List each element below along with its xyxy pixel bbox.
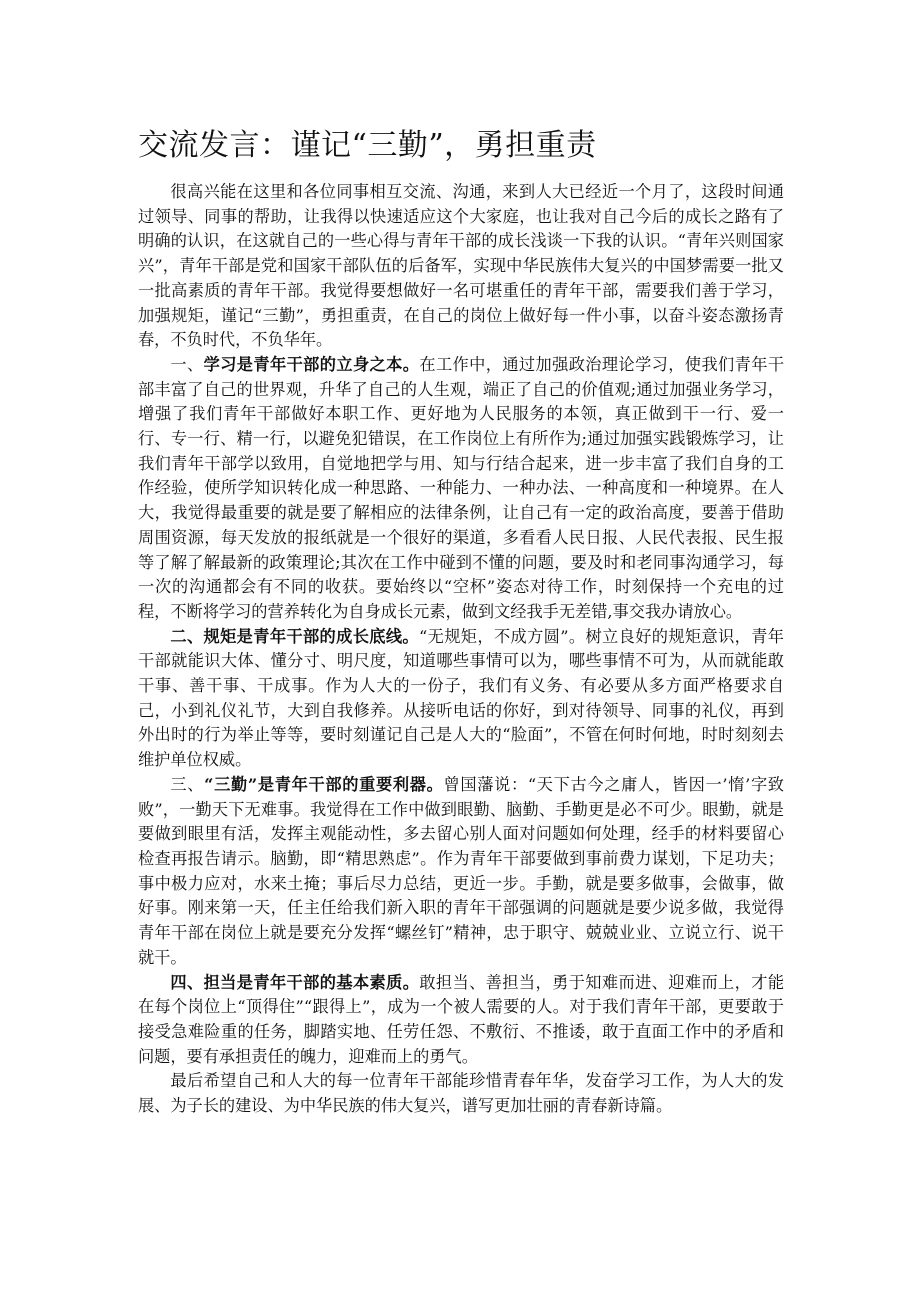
intro-text: 很高兴能在这里和各位同事相互交流、沟通，来到人大已经近一个月了，这段时间通过领导、同事的帮助，让我得以快速适应这个大家庭，也让我对自己今后的成长之路有了明确的认识，在这就自己的一些心得与青年干部的成长浅谈一下我的认识。“青年兴则国家兴”，青年干部是党和国家干部队伍的后备军，实现中华民族伟大复兴的中国梦需要一批又一批高素质的青年干部。我觉得要想做好一名可堪重任的青年干部，需要我们善于学习，加强规矩，谨记“三勤”，勇担重责，在自己的岗位上做好每一件小事，以奋斗姿态激扬青春，不负时代，不负华年。 [138, 182, 784, 350]
section-3-number: 三、 [170, 774, 205, 794]
intro-paragraph [138, 180, 784, 353]
section-3-paragraph [138, 773, 784, 971]
section-3-heading: “三勤”是青年干部的重要利器。 [204, 774, 444, 794]
section-1-text: 在工作中，通过加强政治理论学习，使我们青年干部丰富了自己的世界观，升华了自己的人生观，端正了自己的价值观;通过加强业务学习，增强了我们青年干部做好本职工作、更好地为人民服务的本领，真正做到干一行、爱一行、专一行、精一行，以避免犯错误，在工作岗位上有所作为;通过加强实践锻炼学习，让我们青年干部学以致用，自觉地把学与用、知与行结合起来，进一步丰富了我们自身的工作经验，使所学知识转化成一种思路、一种能力、一种办法、一种高度和一种境界。在人大，我觉得最重要的就是要了解相应的法律条例，让自己有一定的政治高度，要善于借助周围资源，每天发放的报纸就是一个很好的渠道，多看看人民日报、人民代表报、民生报等了解了解最新的政策理论;其次在工作中碰到不懂的问题，要及时和老同事沟通学习，每一次的沟通都会有不同的收获。要始终以“空杯”姿态对待工作，时刻保持一个充电的过程，不断将学习的营养转化为自身成长元素，做到文经我手无差错,事交我办请放心。 [138, 354, 785, 621]
document-title: 交流发言：谨记“三勤”，勇担重责 [138, 128, 597, 163]
section-4-text: 敢担当、善担当，勇于知难而进、迎难而上，才能在每个岗位上“顶得住”“跟得上”，成为一个被人需要的人。对于我们青年干部，更要敢于接受急难险重的任务，脚踏实地、任劳任怨、不敷衍、不推诿，敢于直面工作中的矛盾和问题，要有承担责任的魄力，迎难而上的勇气。 [138, 972, 785, 1066]
section-4-paragraph [138, 971, 784, 1070]
section-1-heading: 学习是青年干部的立身之本。 [203, 354, 420, 374]
closing-paragraph [138, 1069, 784, 1118]
section-4-heading: 四、担当是青年干部的基本素质。 [170, 972, 420, 992]
section-2-heading: 二、规矩是青年干部的成长底线。 [170, 626, 419, 646]
section-1-number: 一、 [170, 354, 204, 374]
section-2-paragraph [138, 625, 784, 773]
section-2-text: “无规矩，不成方圆”。树立良好的规矩意识，青年干部就能识大体、懂分寸、明尺度，知道哪些事情可以为，哪些事情不可为，从而就能敢干事、善干事、干成事。作为人大的一份子，我们有义务、有必要从多方面严格要求自己，小到礼仪礼节，大到自我修养。从接听电话的你好，到对待领导、同事的礼仪，再到外出时的行为举止等等，要时刻谨记自己是人大的“脸面”，不管在何时何地，时时刻刻去维护单位权威。 [138, 626, 784, 770]
section-1-paragraph [138, 353, 784, 625]
document-body [138, 180, 784, 1119]
closing-text: 最后希望自己和人大的每一位青年干部能珍惜青春年华，发奋学习工作，为人大的发展、为子长的建设、为中华民族的伟大复兴，谱写更加壮丽的青春新诗篇。 [138, 1071, 784, 1116]
section-3-text: 曾国藩说：“天下古今之庸人，皆因一’惰’字致败”，一勤天下无难事。我觉得在工作中做到眼勤、脑勤、手勤更是必不可少。眼勤，就是要做到眼里有活，发挥主观能动性，多去留心别人面对问题如何处理，经手的材料要留心检查再报告请示。脑勤，即“精思熟虑”。作为青年干部要做到事前费力谋划，下足功夫；事中极力应对，水来土掩；事后尽力总结，更近一步。手勤，就是要多做事，会做事，做好事。刚来第一天，任主任给我们新入职的青年干部强调的问题就是要少说多做，我觉得青年干部在岗位上就是要充分发挥“螺丝钉”精神，忠于职守、兢兢业业、立说立行、说干就干。 [138, 774, 784, 967]
